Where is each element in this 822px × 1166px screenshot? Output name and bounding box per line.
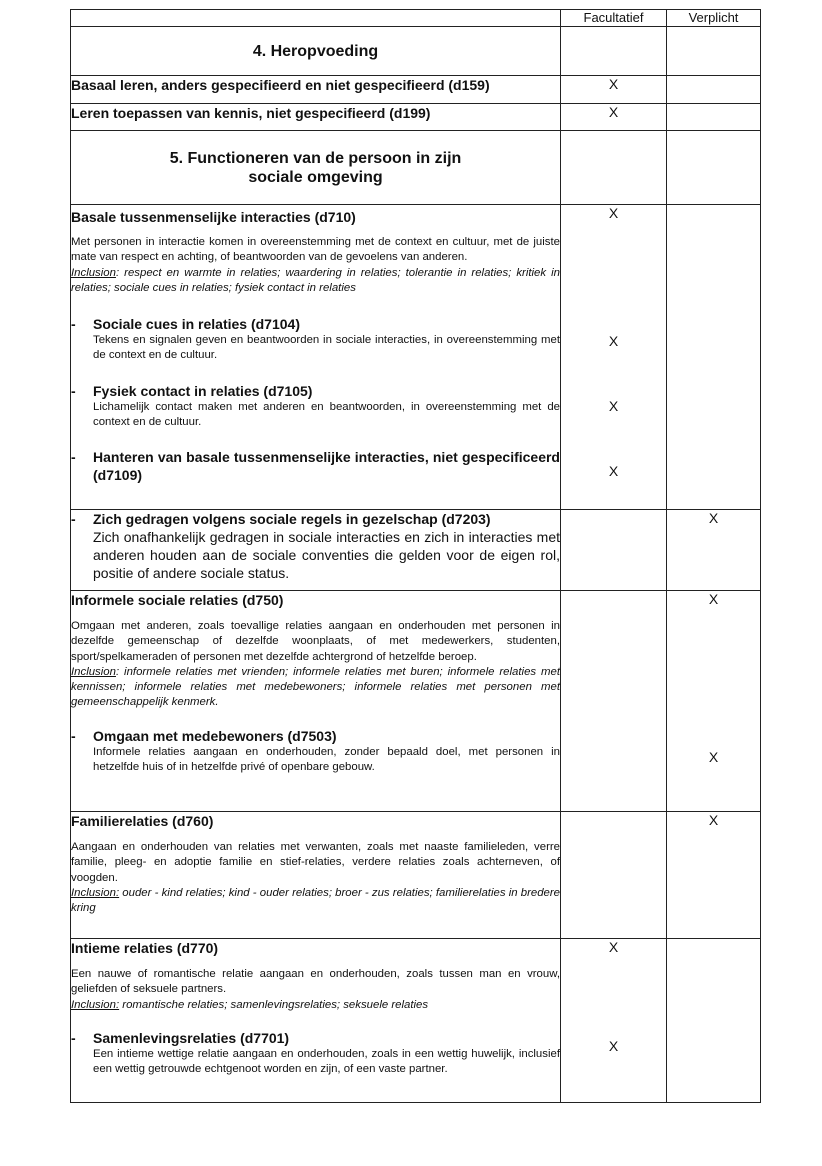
mark-facultatief-d710: X [608,205,619,221]
marks-verplicht-d750 [667,591,761,812]
section-4-title: 4. Heropvoeding [71,27,561,76]
mark-facultatief-d7701: X [608,1038,619,1054]
header-empty-cell [71,10,561,27]
mark-verplicht-d7203: X [667,510,761,591]
mark-facultatief-d7203 [561,510,667,591]
inclusion-d770: Inclusion: romantische relaties; samenlevingsrelaties; seksuele relaties [71,998,429,1011]
inclusion-d750: Inclusion: informele relaties met vrienden; informele relaties met buren; informele relaties met kennissen; informele relaties met medebewoners; informele relaties met personen met gemeenschappelijk kenmerk. [71,665,560,709]
sub-item-d7503: - Omgaan met medebewoners (d7503) Informele relaties aangaan en onderhouden, zonder bepaald doel, met personen in hetzelfde huis of in hetzelfde privé of openbare gebouw. [71,727,560,776]
mark-facultatief-d199: X [561,104,667,131]
item-title-d760: Familierelaties (d760) [71,813,214,829]
item-desc-d710: Met personen in interactie komen in overeenstemming met de context en cultuur, met de juiste mate van respect en achting, of beantwoorden van de gevoelens van anderen. [71,236,560,264]
section-5-row [71,131,761,205]
marks-facultatief-d710 [561,205,667,510]
item-desc-d760: Aangaan en onderhouden van relaties met verwanten, zoals met naaste familieleden, verre familie, pleeg- en adoptie familie en stief-relaties, verdere relaties zoals achterneven, of voogden. [71,841,560,884]
inclusion-label: Inclusion [71,266,116,279]
sub-desc-d7203: Zich onafhankelijk gedragen in sociale interacties en zich in interacties met anderen houden aan de sociale conventies die gelden voor de eigen rol, positie of andere sociale status. [93,529,560,581]
mark-verplicht-d159 [667,76,761,104]
header-facultatief: Facultatief [561,10,667,27]
mark-facultatief-d770: X [608,939,619,955]
sub-title-d7105: Fysiek contact in relaties (d7105) [93,382,313,399]
mark-facultatief-d159: X [561,76,667,104]
sub-desc-d7701: Een intieme wettige relatie aangaan en onderhouden, zoals in een wettig huwelijk, inclusief een wettig getrouwde echtgenoot worden en zijn, of een vaste partner. [93,1047,560,1076]
sub-desc-d7105: Lichamelijk contact maken met anderen en beantwoorden, in overeenstemming met de context en de cultuur. [93,400,560,429]
table-row-d760 [71,812,761,939]
mark-verplicht-d750: X [708,591,719,607]
sub-item-d7109: - Hanteren van basale tussenmenselijke interacties, niet gespecificeerd (d7109) [71,449,560,484]
table-row-d770 [71,939,761,1103]
section-5-title [71,131,561,205]
sub-item-d7701: - Samenlevingsrelaties (d7701) Een intieme wettige relatie aangaan en onderhouden, zoals in een wettig huwelijk, inclusief een wettig getrouwde echtgenoot worden en zijn, of een vaste partner. [71,1029,560,1078]
mark-facultatief-d7105: X [608,398,619,414]
mark-verplicht-d7503: X [708,749,719,765]
table-row-d710 [71,205,761,510]
sub-desc-d7503: Informele relaties aangaan en onderhouden, zonder bepaald doel, met personen in hetzelfde huis of in hetzelfde privé of openbare gebouw. [93,745,560,774]
sub-title-d7203: Zich gedragen volgens sociale regels in gezelschap (d7203) [93,511,491,527]
section-5-title-line1: 5. Functioneren van de persoon in zijn [169,149,462,167]
sub-title-d7109: Hanteren van basale tussenmenselijke interacties, niet gespecificeerd (d7109) [93,449,560,484]
inclusion-d760: Inclusion: ouder - kind relaties; kind - ouder relaties; broer - zus relaties; familierelaties in bredere kring [71,886,560,915]
mark-facultatief-d7109: X [608,463,619,479]
item-title-d159: Basaal leren, anders gespecifieerd en niet gespecifieerd (d159) [71,77,490,93]
icf-table [70,9,761,1103]
mark-verplicht-d760: X [667,812,761,939]
table-header-row [71,10,761,27]
item-title-d710: Basale tussenmenselijke interacties (d710) [71,209,356,225]
header-verplicht: Verplicht [667,10,761,27]
sub-item-d7105: - Fysiek contact in relaties (d7105) Lichamelijk contact maken met anderen en beantwoorden, in overeenstemming met de context en de cultuur. [71,382,560,431]
item-title-d770: Intieme relaties (d770) [71,940,219,956]
item-desc-d770: Een nauwe of romantische relatie aangaan en onderhouden, zoals tussen man en vrouw, geliefden of seksuele partners. [71,968,560,996]
inclusion-d710: Inclusion: respect en warmte in relaties; waardering in relaties; tolerantie in relaties; kritiek in relaties; sociale cues in relaties; fysiek contact in relaties [71,266,560,294]
item-desc-d750: Omgaan met anderen, zoals toevallige relaties aangaan en onderhouden met personen in dezelfde gemeenschap of dezelfde woonplaats, of met medewerkers, studenten, sport/spelkameraden of personen met dezelfde achtergrond of hetzelfde beroep. [71,620,560,663]
sub-item-d7203: - Zich gedragen volgens sociale regels in gezelschap (d7203) Zich onafhankelijk gedragen in sociale interacties en zich in interacties met anderen houden aan de sociale conventies die gelden voor de eigen rol, positie of andere sociale status. [71,511,560,581]
sub-desc-d7104: Tekens en signalen geven en beantwoorden in sociale interacties, in overeenstemming met de context en de cultuur. [93,334,560,362]
mark-facultatief-d7104: X [608,333,619,349]
sub-item-d7104: - Sociale cues in relaties (d7104) Tekens en signalen geven en beantwoorden in sociale interacties, in overeenstemming met de context en de cultuur. [71,315,560,364]
section-4-row [71,27,761,76]
item-title-d199: Leren toepassen van kennis, niet gespecifieerd (d199) [71,105,431,121]
table-row-d750 [71,591,761,812]
table-row-d199 [71,104,761,131]
sub-title-d7503: Omgaan met medebewoners (d7503) [93,727,337,744]
sub-title-d7701: Samenlevingsrelaties (d7701) [93,1029,290,1046]
table-row-d159 [71,76,761,104]
item-title-d750: Informele sociale relaties (d750) [71,592,284,608]
table-row-d7203 [71,510,761,591]
section-5-title-line2: sociale omgeving [248,168,383,186]
marks-facultatief-d770 [561,939,667,1103]
mark-verplicht-d199 [667,104,761,131]
sub-title-d7104: Sociale cues in relaties (d7104) [93,316,300,333]
